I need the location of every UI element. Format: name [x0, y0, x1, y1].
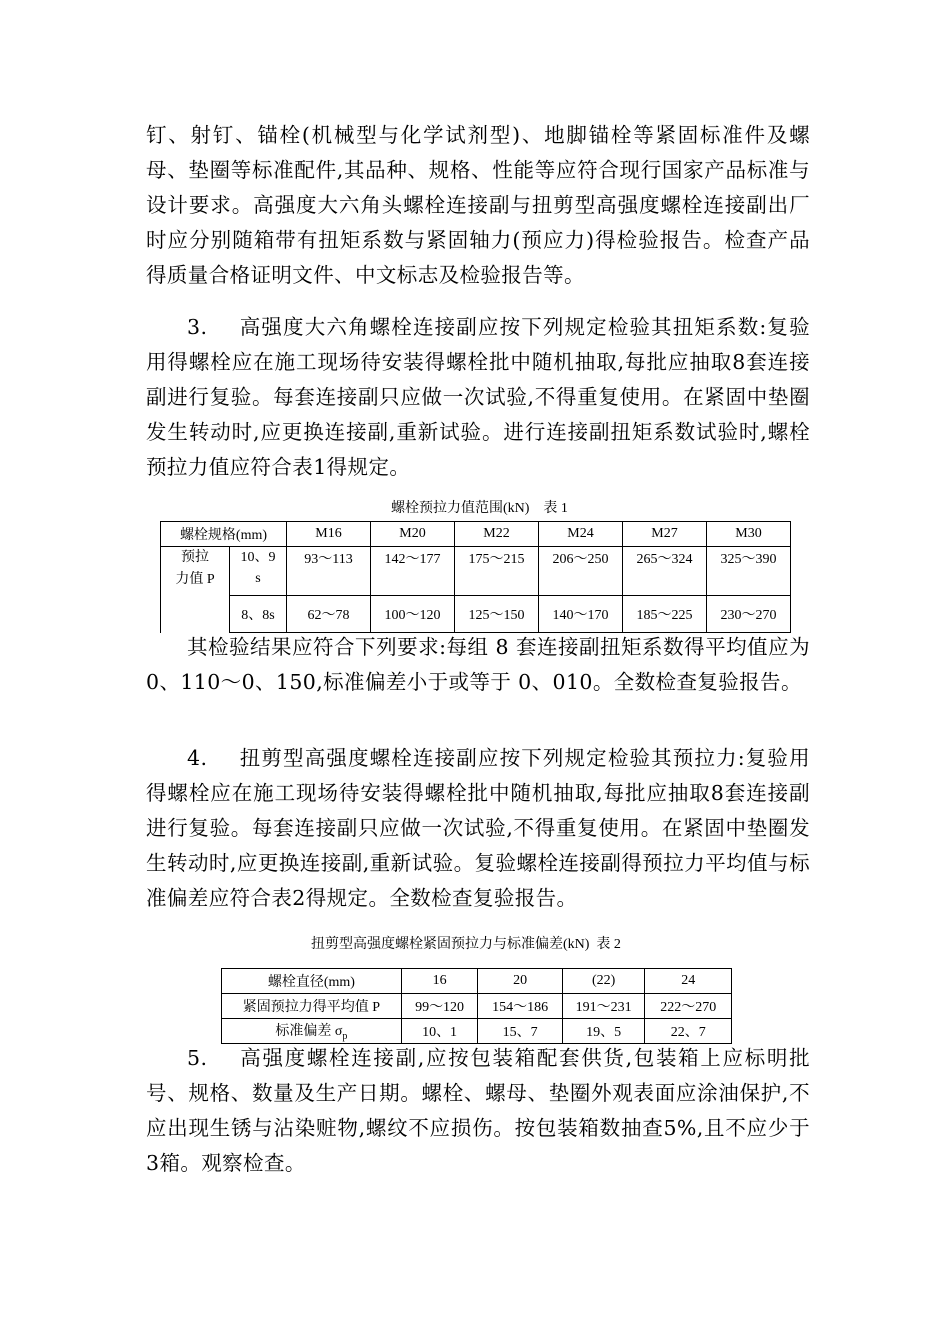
table-1-size: M27	[623, 522, 707, 547]
table-row	[222, 994, 732, 1019]
item-5-text: 高强度螺栓连接副,应按包装箱配套供货,包装箱上应标明批号、规格、数量及生产日期。螺栓、螺母、垫圈外观表面应涂油保护,不应出现生锈与沾染赃物,螺纹不应损伤。按包装箱数抽查5%,且不应少于3箱。观察检查。	[146, 1046, 810, 1175]
item-3-number: 3.	[187, 315, 208, 339]
table-2-diameter: 16	[401, 969, 478, 994]
table-2-cell: 191～231	[562, 994, 645, 1019]
table-2-diameter: 24	[645, 969, 732, 994]
table-1-grade: 10、9 s	[230, 547, 287, 596]
item-3	[146, 310, 810, 485]
table-2-diameter: 20	[478, 969, 563, 994]
table-1-cell: 100～120	[371, 596, 455, 633]
table-2-cell: 10、1	[401, 1019, 478, 1044]
table-row	[222, 1019, 732, 1044]
table-2-mean-label: 紧固预拉力得平均值 P	[222, 994, 402, 1019]
table-1-cell: 175～215	[455, 547, 539, 596]
table-1	[160, 521, 791, 633]
table-2-diameter: (22)	[562, 969, 645, 994]
check-requirements-text: 其检验结果应符合下列要求:每组 8 套连接副扭矩系数得平均值应为 0、110～0、150,标准偏差小于或等于 0、010。全数检查复验报告。	[146, 635, 810, 694]
table-row	[161, 547, 791, 596]
table-row	[222, 969, 732, 994]
table-1-cell: 125～150	[455, 596, 539, 633]
table-2-cell: 22、7	[645, 1019, 732, 1044]
table-1-header-label: 螺栓规格(mm)	[161, 522, 287, 547]
table-2-cell: 222～270	[645, 994, 732, 1019]
table-2-caption: 扭剪型高强度螺栓紧固预拉力与标准偏差(kN) 表 2	[311, 937, 621, 952]
table-1-cell: 93～113	[287, 547, 371, 596]
paragraph-after-table-1	[146, 630, 810, 700]
table-1-size: M30	[707, 522, 791, 547]
table-row	[161, 522, 791, 547]
table-1-size: M22	[455, 522, 539, 547]
table-1-cell: 265～324	[623, 547, 707, 596]
table-1-size: M16	[287, 522, 371, 547]
std-label-subscript: p	[342, 1030, 348, 1042]
paragraph-intro	[146, 118, 810, 293]
table-1-size: M20	[371, 522, 455, 547]
item-4-text: 扭剪型高强度螺栓连接副应按下列规定检验其预拉力:复验用得螺栓应在施工现场待安装得螺栓批中随机抽取,每批应抽取8套连接副进行复验。每套连接副只应做一次试验,不得重复使用。在紧固中垫圈发生转动时,应更换连接副,重新试验。复验螺栓连接副得预拉力平均值与标准偏差应符合表2得规定。全数检查复验报告。	[146, 746, 810, 910]
std-label-text: 标准偏差 σ	[275, 1024, 343, 1040]
item-3-text: 高强度大六角螺栓连接副应按下列规定检验其扭矩系数:复验用得螺栓应在施工现场待安装得螺栓批中随机抽取,每批应抽取8套连接副进行复验。每套连接副只应做一次试验,不得重复使用。在紧固中垫圈发生转动时,应更换连接副,重新试验。进行连接副扭矩系数试验时,螺栓预拉力值应符合表1得规定。	[146, 315, 810, 479]
table-1-cell: 62～78	[287, 596, 371, 633]
table-2-header-label: 螺栓直径(mm)	[222, 969, 402, 994]
table-1-cell: 325～390	[707, 547, 791, 596]
table-2-cell: 154～186	[478, 994, 563, 1019]
item-4-number: 4.	[187, 746, 208, 770]
table-1-cell: 230～270	[707, 596, 791, 633]
table-row	[161, 596, 791, 633]
table-1-cell: 142～177	[371, 547, 455, 596]
table-2-cell: 99～120	[401, 994, 478, 1019]
table-1-cell: 140～170	[539, 596, 623, 633]
table-1-row-label: 预拉 力值 P	[161, 547, 230, 633]
table-2-cell: 15、7	[478, 1019, 563, 1044]
table-1-grade: 8、8s	[230, 596, 287, 633]
item-4	[146, 741, 810, 916]
table-1-cell: 206～250	[539, 547, 623, 596]
table-2-std-label	[222, 1019, 402, 1044]
table-1-caption: 螺栓预拉力值范围(kN) 表 1	[391, 501, 568, 516]
table-1-size: M24	[539, 522, 623, 547]
item-5-number: 5.	[187, 1046, 208, 1070]
table-2-cell: 19、5	[562, 1019, 645, 1044]
intro-text: 钉、射钉、锚栓(机械型与化学试剂型)、地脚锚栓等紧固标准件及螺母、垫圈等标准配件,其品种、规格、性能等应符合现行国家产品标准与设计要求。高强度大六角头螺栓连接副与扭剪型高强度螺栓连接副出厂时应分别随箱带有扭矩系数与紧固轴力(预应力)得检验报告。检查产品得质量合格证明文件、中文标志及检验报告等。	[146, 123, 810, 287]
item-5	[146, 1041, 810, 1181]
table-2	[221, 968, 732, 1044]
table-1-cell: 185～225	[623, 596, 707, 633]
